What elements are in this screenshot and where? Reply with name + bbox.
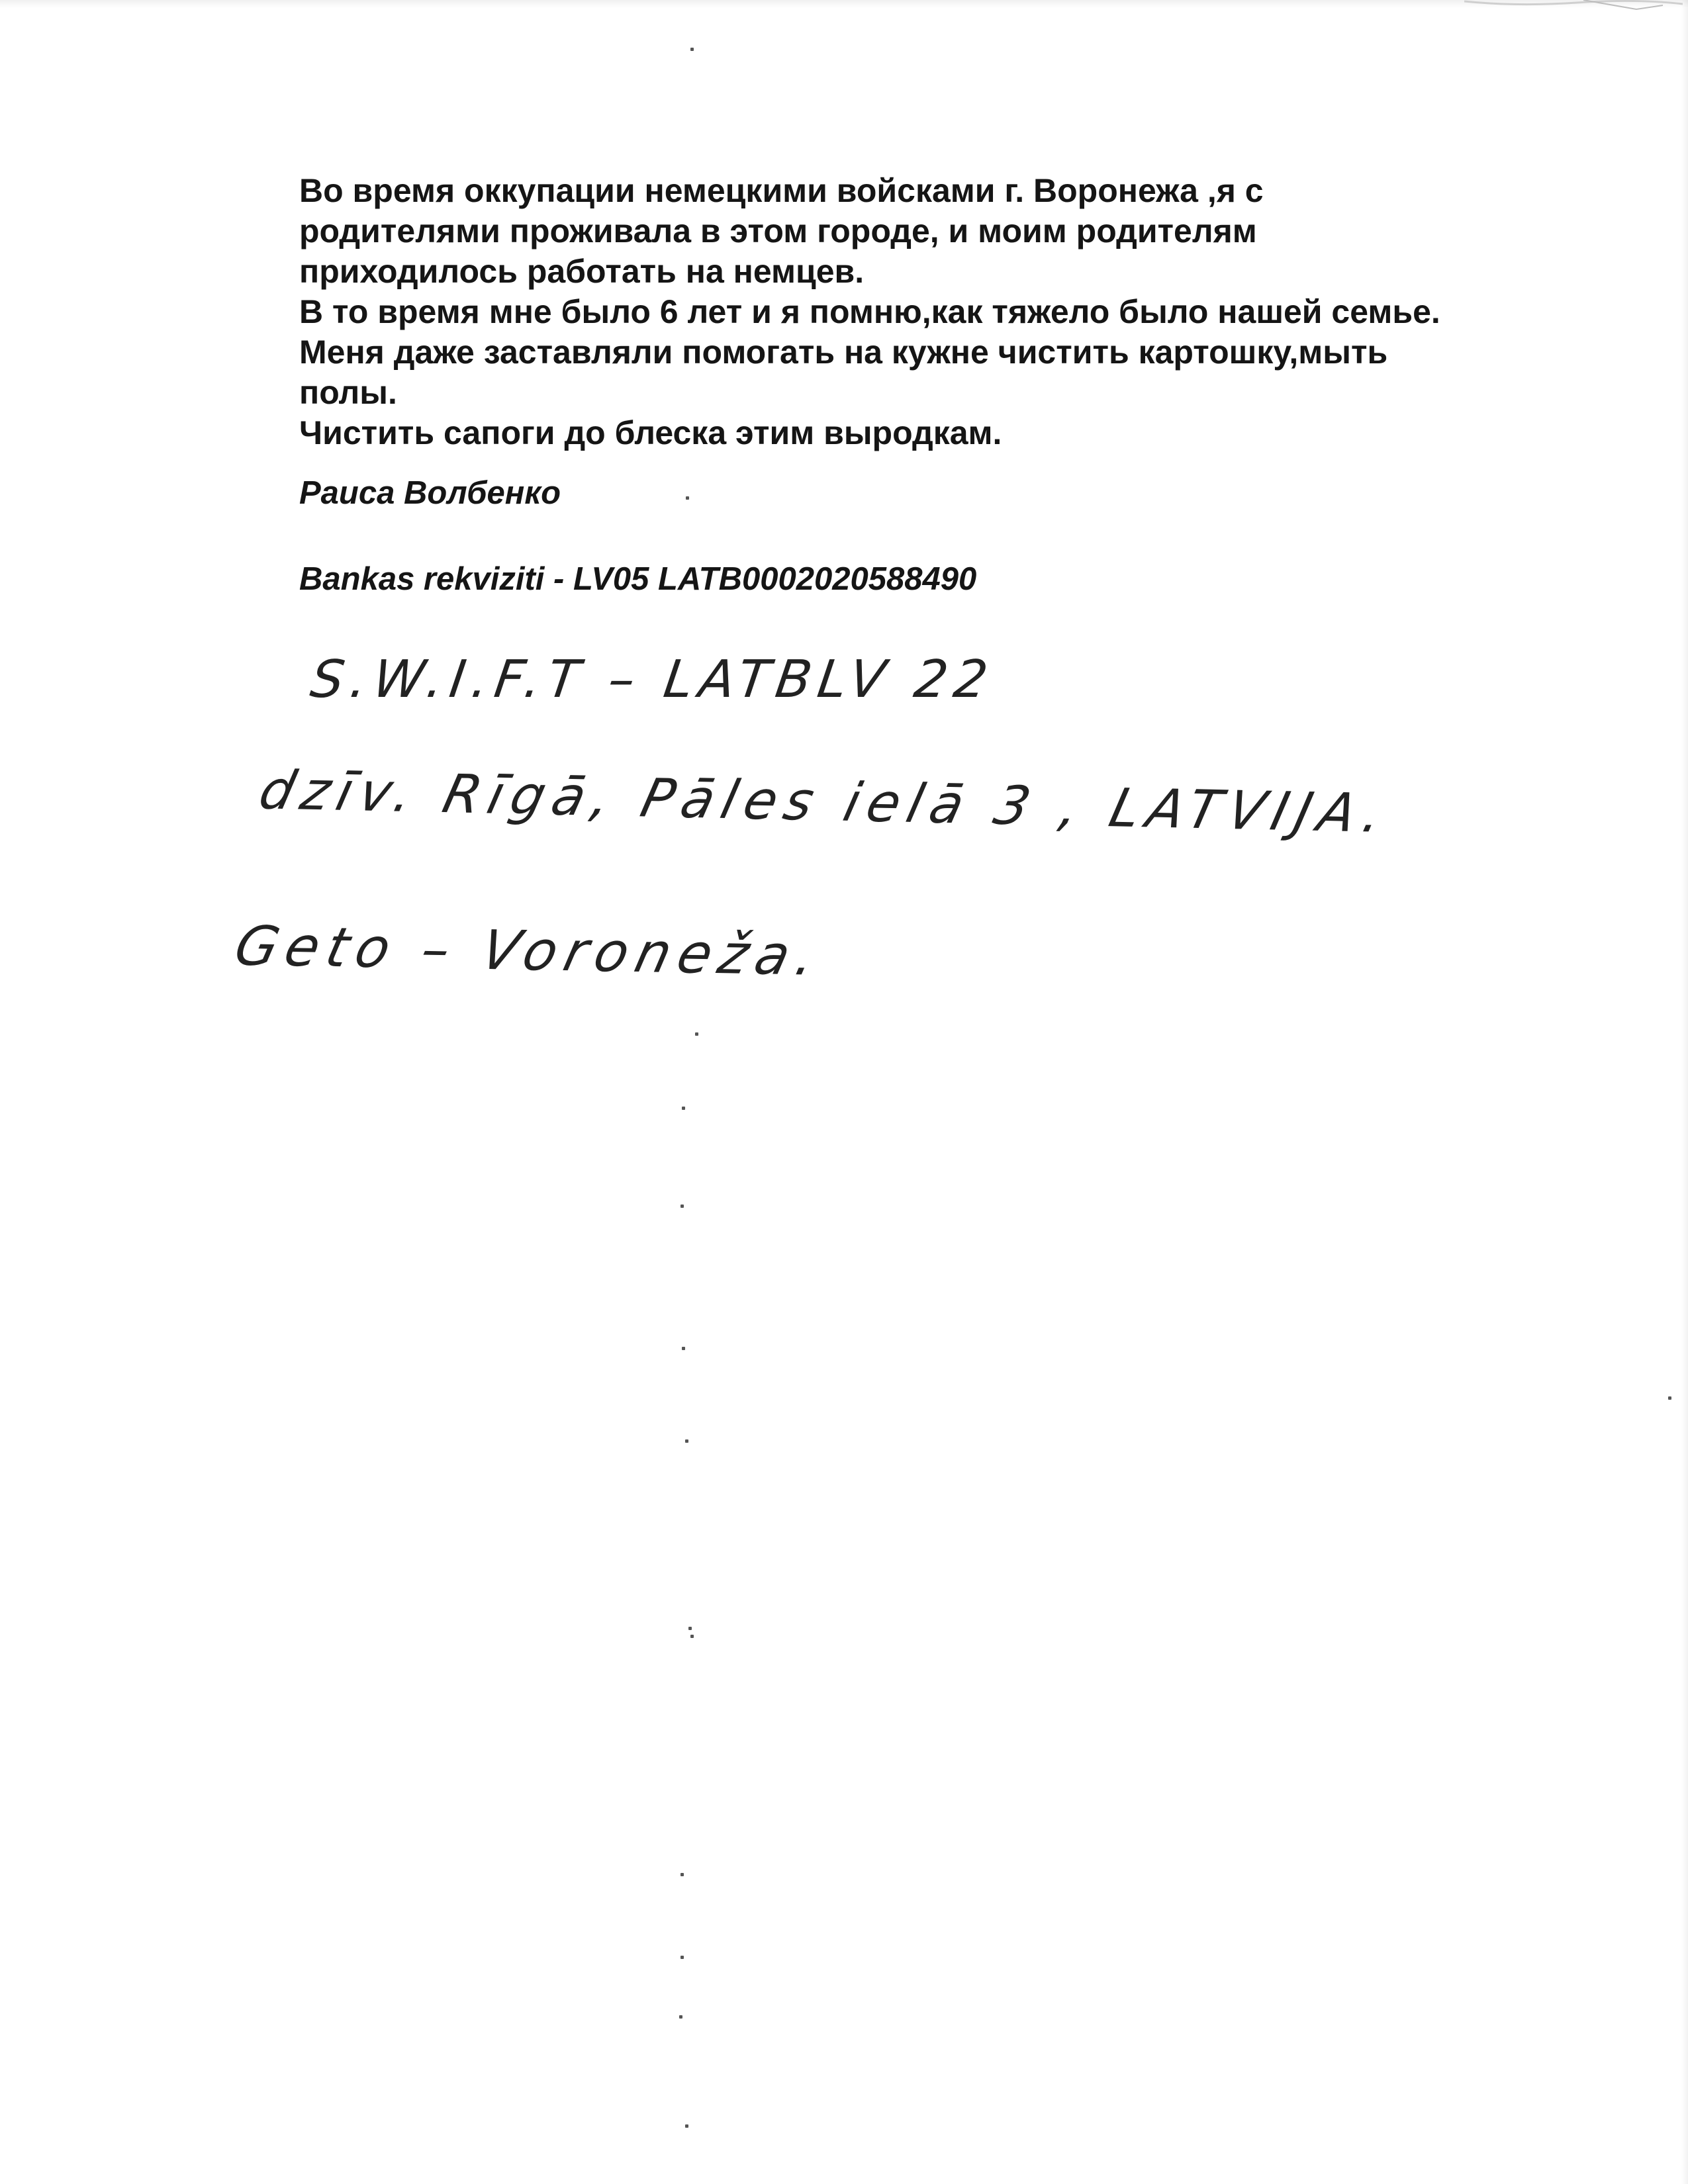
scan-speck: [690, 48, 694, 51]
scan-corner-mark: [1464, 0, 1683, 26]
handwritten-swift: S.W.I.F.T – LATBLV 22: [306, 650, 998, 709]
scan-speck: [1668, 1396, 1671, 1400]
scan-speck: [680, 1956, 684, 1959]
letter-line: приходилось работать на немцев.: [299, 253, 865, 290]
scan-speck: [680, 1205, 684, 1208]
scan-speck: [682, 1347, 685, 1350]
scan-speck: [685, 2124, 688, 2128]
scan-speck: [690, 1635, 694, 1638]
scan-speck: [685, 1439, 688, 1443]
scan-speck: [680, 1873, 684, 1876]
letter-line: Меня даже заставляли помогать на кужне чистить картошку,мыть: [299, 334, 1388, 371]
letter-line: В то время мне было 6 лет и я помню,как тяжело было нашей семье.: [299, 293, 1440, 330]
letter-line: родителями проживала в этом городе, и моим родителям: [299, 212, 1257, 250]
scan-speck: [686, 496, 689, 500]
letter-line: Чистить сапоги до блеска этим выродкам.: [299, 414, 1002, 451]
scan-speck: [679, 2015, 682, 2019]
scan-speck: [682, 1107, 685, 1110]
bank-details: Bankas rekviziti - LV05 LATB0002020588490: [299, 561, 977, 597]
scan-edge-right: [1681, 0, 1688, 2184]
scan-speck: [688, 1627, 692, 1630]
scan-speck: [695, 1032, 698, 1036]
scan-edge-top: [0, 0, 1688, 8]
letter-body: [299, 171, 1623, 453]
typed-signature: Раиса Волбенко: [299, 475, 561, 511]
letter-line: полы.: [299, 374, 397, 411]
handwritten-address: dzīv. Rīgā, Pāles ielā 3 , LATVIJA.: [254, 759, 1397, 844]
letter-line: Во время оккупации немецкими войсками г. Воронежа ,я с: [299, 172, 1264, 209]
handwritten-ghetto: Geto – Voroneža.: [228, 915, 829, 988]
